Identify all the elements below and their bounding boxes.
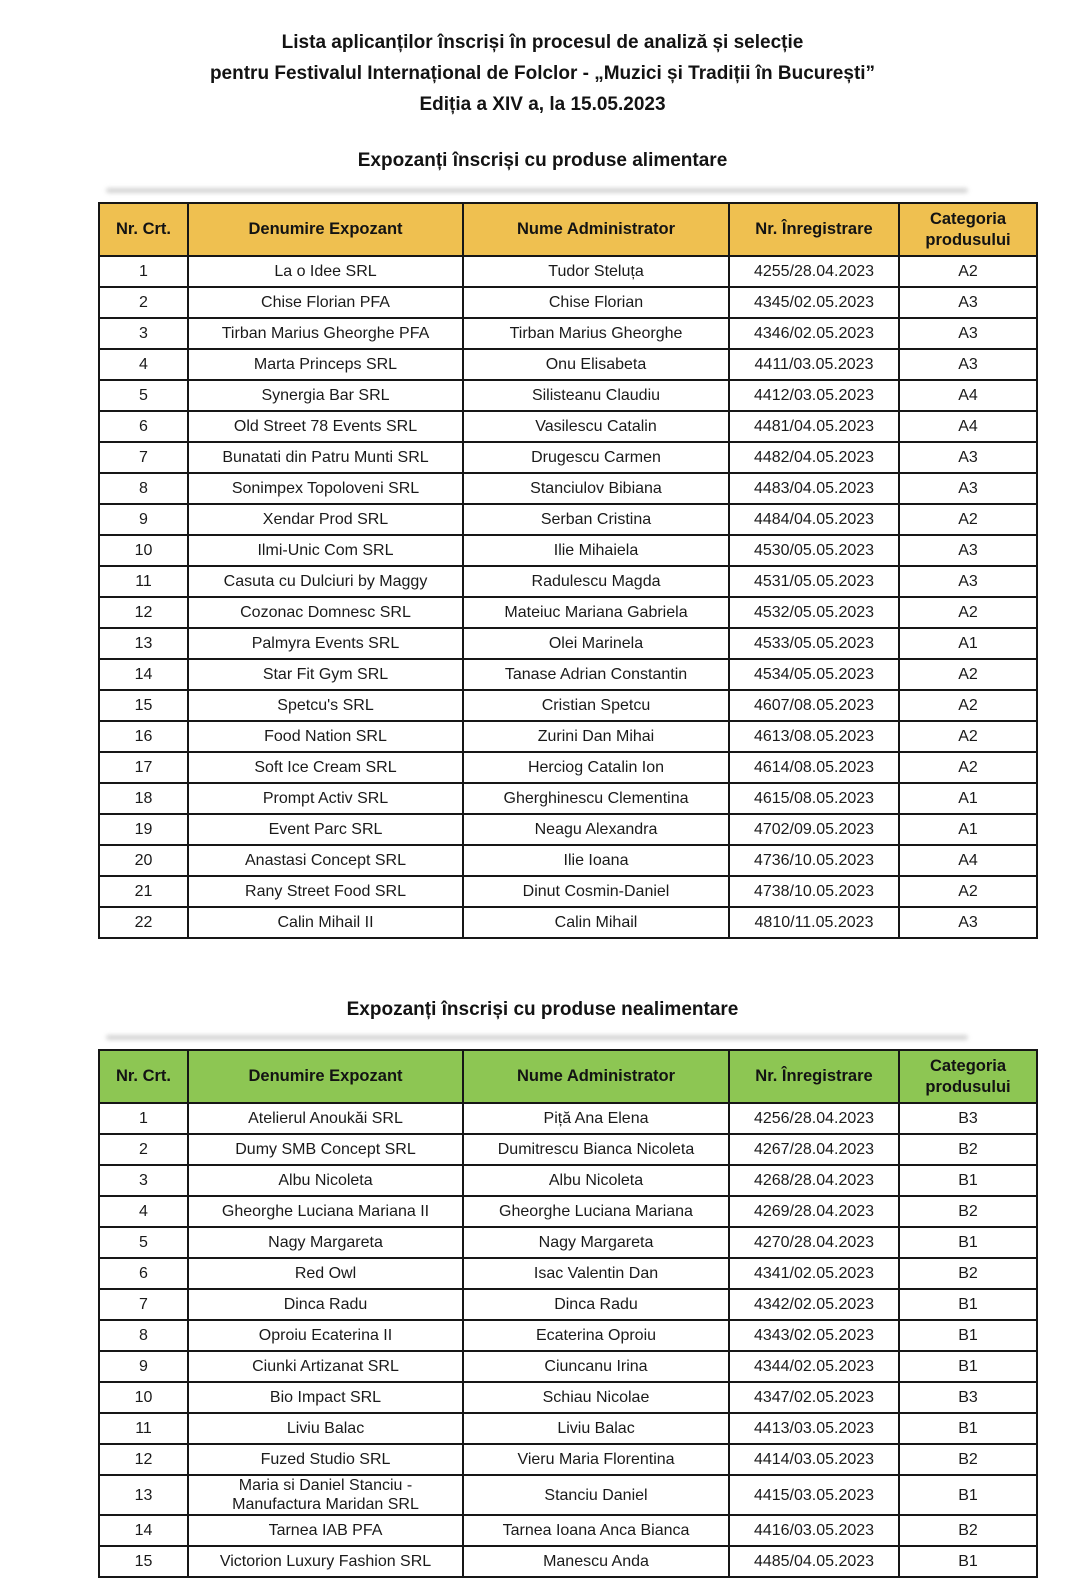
registration-number: 4810/11.05.2023 — [729, 907, 899, 938]
row-number: 3 — [99, 318, 188, 349]
exhibitor-name: Oproiu Ecaterina II — [188, 1320, 463, 1351]
exhibitor-name: Palmyra Events SRL — [188, 628, 463, 659]
non-food-products-section-title: Expozanți înscriși cu produse nealimentare — [346, 999, 739, 1020]
administrator-name: Olei Marinela — [463, 628, 729, 659]
product-category: A2 — [899, 690, 1037, 721]
document-title-line-1: Lista aplicanților înscriși în procesul de analiză și selecție — [281, 32, 804, 53]
administrator-name: Stanciu Daniel — [463, 1475, 729, 1515]
registration-number: 4481/04.05.2023 — [729, 411, 899, 442]
exhibitor-name: Calin Mihail II — [188, 907, 463, 938]
row-number: 21 — [99, 876, 188, 907]
row-number: 3 — [99, 1165, 188, 1196]
product-category: A3 — [899, 535, 1037, 566]
exhibitor-name: Soft Ice Cream SRL — [188, 752, 463, 783]
row-number: 5 — [99, 1227, 188, 1258]
exhibitor-name: Ilmi-Unic Com SRL — [188, 535, 463, 566]
administrator-name: Dinca Radu — [463, 1289, 729, 1320]
non-food-products-table — [98, 1049, 1038, 1578]
registration-number: 4411/03.05.2023 — [729, 349, 899, 380]
document-title-line-3: Ediția a XIV a, la 15.05.2023 — [419, 94, 666, 115]
administrator-name: Neagu Alexandra — [463, 814, 729, 845]
column-header-row-number: Nr. Crt. — [99, 1050, 188, 1103]
administrator-name: Drugescu Carmen — [463, 442, 729, 473]
registration-number: 4270/28.04.2023 — [729, 1227, 899, 1258]
table-row — [99, 287, 1037, 318]
registration-number: 4341/02.05.2023 — [729, 1258, 899, 1289]
product-category: B1 — [899, 1227, 1037, 1258]
registration-number: 4415/03.05.2023 — [729, 1475, 899, 1515]
administrator-name: Gheorghe Luciana Mariana — [463, 1196, 729, 1227]
table-row — [99, 1289, 1037, 1320]
exhibitor-name: La o Idee SRL — [188, 256, 463, 287]
table-header-row — [99, 203, 1037, 256]
registration-number: 4532/05.05.2023 — [729, 597, 899, 628]
row-number: 1 — [99, 256, 188, 287]
product-category: B1 — [899, 1413, 1037, 1444]
row-number: 14 — [99, 1515, 188, 1546]
administrator-name: Vieru Maria Florentina — [463, 1444, 729, 1475]
administrator-name: Calin Mihail — [463, 907, 729, 938]
administrator-name: Ilie Ioana — [463, 845, 729, 876]
row-number: 9 — [99, 504, 188, 535]
table-row — [99, 1382, 1037, 1413]
row-number: 4 — [99, 349, 188, 380]
product-category: A2 — [899, 504, 1037, 535]
table-row — [99, 659, 1037, 690]
exhibitor-name: Bunatati din Patru Munti SRL — [188, 442, 463, 473]
exhibitor-name: Sonimpex Topoloveni SRL — [188, 473, 463, 504]
registration-number: 4485/04.05.2023 — [729, 1546, 899, 1577]
table-row — [99, 256, 1037, 287]
column-header-registration-number: Nr. Înregistrare — [729, 203, 899, 256]
product-category: A3 — [899, 287, 1037, 318]
administrator-name: Chise Florian — [463, 287, 729, 318]
exhibitor-name: Victorion Luxury Fashion SRL — [188, 1546, 463, 1577]
table-row — [99, 1546, 1037, 1577]
row-number: 9 — [99, 1351, 188, 1382]
registration-number: 4268/28.04.2023 — [729, 1165, 899, 1196]
exhibitor-name: Xendar Prod SRL — [188, 504, 463, 535]
registration-number: 4613/08.05.2023 — [729, 721, 899, 752]
row-number: 4 — [99, 1196, 188, 1227]
registration-number: 4269/28.04.2023 — [729, 1196, 899, 1227]
table-row — [99, 814, 1037, 845]
product-category: A2 — [899, 876, 1037, 907]
product-category: A3 — [899, 318, 1037, 349]
product-category: B3 — [899, 1103, 1037, 1134]
row-number: 20 — [99, 845, 188, 876]
registration-number: 4482/04.05.2023 — [729, 442, 899, 473]
exhibitor-name: Gheorghe Luciana Mariana II — [188, 1196, 463, 1227]
column-header-exhibitor-name: Denumire Expozant — [188, 1050, 463, 1103]
table-row — [99, 1196, 1037, 1227]
row-number: 12 — [99, 1444, 188, 1475]
administrator-name: Gherghinescu Clementina — [463, 783, 729, 814]
exhibitor-name: Dinca Radu — [188, 1289, 463, 1320]
product-category: B3 — [899, 1382, 1037, 1413]
table-row — [99, 1320, 1037, 1351]
administrator-name: Ecaterina Oproiu — [463, 1320, 729, 1351]
exhibitor-name: Anastasi Concept SRL — [188, 845, 463, 876]
registration-number: 4347/02.05.2023 — [729, 1382, 899, 1413]
product-category: B2 — [899, 1134, 1037, 1165]
table-row — [99, 442, 1037, 473]
administrator-name: Stanciulov Bibiana — [463, 473, 729, 504]
row-number: 11 — [99, 566, 188, 597]
exhibitor-name: Dumy SMB Concept SRL — [188, 1134, 463, 1165]
food-products-section-title: Expozanți înscriși cu produse alimentare — [357, 150, 728, 171]
row-number: 10 — [99, 535, 188, 566]
product-category: B1 — [899, 1475, 1037, 1515]
registration-number: 4614/08.05.2023 — [729, 752, 899, 783]
administrator-name: Piță Ana Elena — [463, 1103, 729, 1134]
product-category: A4 — [899, 380, 1037, 411]
product-category: B1 — [899, 1165, 1037, 1196]
row-number: 8 — [99, 1320, 188, 1351]
row-number: 6 — [99, 411, 188, 442]
registration-number: 4344/02.05.2023 — [729, 1351, 899, 1382]
row-number: 13 — [99, 1475, 188, 1515]
exhibitor-name: Liviu Balac — [188, 1413, 463, 1444]
registration-number: 4343/02.05.2023 — [729, 1320, 899, 1351]
exhibitor-name: Cozonac Domnesc SRL — [188, 597, 463, 628]
table-row — [99, 380, 1037, 411]
registration-number: 4483/04.05.2023 — [729, 473, 899, 504]
administrator-name: Liviu Balac — [463, 1413, 729, 1444]
table-header-row — [99, 1050, 1037, 1103]
administrator-name: Albu Nicoleta — [463, 1165, 729, 1196]
table-row — [99, 1227, 1037, 1258]
registration-number: 4413/03.05.2023 — [729, 1413, 899, 1444]
table-row — [99, 535, 1037, 566]
product-category: A2 — [899, 659, 1037, 690]
row-number: 2 — [99, 1134, 188, 1165]
exhibitor-name: Prompt Activ SRL — [188, 783, 463, 814]
table-row — [99, 1475, 1037, 1515]
registration-number: 4342/02.05.2023 — [729, 1289, 899, 1320]
exhibitor-name: Nagy Margareta — [188, 1227, 463, 1258]
column-header-administrator-name: Nume Administrator — [463, 203, 729, 256]
exhibitor-name: Atelierul Anoukăi SRL — [188, 1103, 463, 1134]
administrator-name: Tudor Steluța — [463, 256, 729, 287]
row-number: 15 — [99, 1546, 188, 1577]
registration-number: 4416/03.05.2023 — [729, 1515, 899, 1546]
administrator-name: Radulescu Magda — [463, 566, 729, 597]
table-row — [99, 318, 1037, 349]
row-number: 2 — [99, 287, 188, 318]
registration-number: 4267/28.04.2023 — [729, 1134, 899, 1165]
exhibitor-name: Fuzed Studio SRL — [188, 1444, 463, 1475]
product-category: B2 — [899, 1258, 1037, 1289]
exhibitor-name: Old Street 78 Events SRL — [188, 411, 463, 442]
exhibitor-name: Synergia Bar SRL — [188, 380, 463, 411]
table-row — [99, 597, 1037, 628]
table-row — [99, 1444, 1037, 1475]
administrator-name: Herciog Catalin Ion — [463, 752, 729, 783]
row-number: 13 — [99, 628, 188, 659]
scan-shadow-artifact — [106, 1035, 968, 1040]
administrator-name: Cristian Spetcu — [463, 690, 729, 721]
row-number: 1 — [99, 1103, 188, 1134]
row-number: 14 — [99, 659, 188, 690]
row-number: 12 — [99, 597, 188, 628]
table-row — [99, 566, 1037, 597]
registration-number: 4607/08.05.2023 — [729, 690, 899, 721]
column-header-row-number: Nr. Crt. — [99, 203, 188, 256]
table-row — [99, 1165, 1037, 1196]
administrator-name: Vasilescu Catalin — [463, 411, 729, 442]
table-row — [99, 845, 1037, 876]
table-row — [99, 628, 1037, 659]
scan-shadow-artifact — [106, 188, 968, 193]
table-row — [99, 690, 1037, 721]
registration-number: 4702/09.05.2023 — [729, 814, 899, 845]
exhibitor-name: Spetcu's SRL — [188, 690, 463, 721]
exhibitor-name: Tarnea IAB PFA — [188, 1515, 463, 1546]
administrator-name: Serban Cristina — [463, 504, 729, 535]
administrator-name: Ilie Mihaiela — [463, 535, 729, 566]
registration-number: 4534/05.05.2023 — [729, 659, 899, 690]
product-category: A4 — [899, 411, 1037, 442]
administrator-name: Tanase Adrian Constantin — [463, 659, 729, 690]
product-category: A1 — [899, 628, 1037, 659]
administrator-name: Onu Elisabeta — [463, 349, 729, 380]
registration-number: 4255/28.04.2023 — [729, 256, 899, 287]
table-row — [99, 1258, 1037, 1289]
registration-number: 4533/05.05.2023 — [729, 628, 899, 659]
table-row — [99, 783, 1037, 814]
table-row — [99, 876, 1037, 907]
product-category: A3 — [899, 907, 1037, 938]
product-category: A2 — [899, 752, 1037, 783]
column-header-product-category: Categoria produsului — [899, 203, 1037, 256]
exhibitor-name: Maria si Daniel Stanciu - Manufactura Maridan SRL — [188, 1475, 463, 1515]
registration-number: 4346/02.05.2023 — [729, 318, 899, 349]
row-number: 10 — [99, 1382, 188, 1413]
product-category: A3 — [899, 442, 1037, 473]
row-number: 17 — [99, 752, 188, 783]
registration-number: 4345/02.05.2023 — [729, 287, 899, 318]
exhibitor-name: Casuta cu Dulciuri by Maggy — [188, 566, 463, 597]
product-category: B2 — [899, 1444, 1037, 1475]
registration-number: 4736/10.05.2023 — [729, 845, 899, 876]
exhibitor-name: Tirban Marius Gheorghe PFA — [188, 318, 463, 349]
registration-number: 4412/03.05.2023 — [729, 380, 899, 411]
table-row — [99, 721, 1037, 752]
row-number: 8 — [99, 473, 188, 504]
column-header-registration-number: Nr. Înregistrare — [729, 1050, 899, 1103]
registration-number: 4615/08.05.2023 — [729, 783, 899, 814]
row-number: 6 — [99, 1258, 188, 1289]
table-row — [99, 504, 1037, 535]
exhibitor-name: Marta Princeps SRL — [188, 349, 463, 380]
exhibitor-name: Event Parc SRL — [188, 814, 463, 845]
document-title — [0, 0, 1085, 120]
product-category: A3 — [899, 349, 1037, 380]
product-category: A1 — [899, 783, 1037, 814]
administrator-name: Dinut Cosmin-Daniel — [463, 876, 729, 907]
table-row — [99, 1351, 1037, 1382]
administrator-name: Tirban Marius Gheorghe — [463, 318, 729, 349]
registration-number: 4738/10.05.2023 — [729, 876, 899, 907]
exhibitor-name: Rany Street Food SRL — [188, 876, 463, 907]
product-category: B1 — [899, 1289, 1037, 1320]
administrator-name: Tarnea Ioana Anca Bianca — [463, 1515, 729, 1546]
product-category: B1 — [899, 1546, 1037, 1577]
registration-number: 4256/28.04.2023 — [729, 1103, 899, 1134]
table-row — [99, 907, 1037, 938]
row-number: 18 — [99, 783, 188, 814]
administrator-name: Nagy Margareta — [463, 1227, 729, 1258]
table-row — [99, 411, 1037, 442]
column-header-administrator-name: Nume Administrator — [463, 1050, 729, 1103]
registration-number: 4530/05.05.2023 — [729, 535, 899, 566]
administrator-name: Silisteanu Claudiu — [463, 380, 729, 411]
product-category: A2 — [899, 597, 1037, 628]
administrator-name: Manescu Anda — [463, 1546, 729, 1577]
row-number: 7 — [99, 442, 188, 473]
administrator-name: Dumitrescu Bianca Nicoleta — [463, 1134, 729, 1165]
exhibitor-name: Albu Nicoleta — [188, 1165, 463, 1196]
table-row — [99, 752, 1037, 783]
product-category: A1 — [899, 814, 1037, 845]
exhibitor-name: Red Owl — [188, 1258, 463, 1289]
table-row — [99, 1134, 1037, 1165]
product-category: A4 — [899, 845, 1037, 876]
administrator-name: Ciuncanu Irina — [463, 1351, 729, 1382]
product-category: B1 — [899, 1320, 1037, 1351]
exhibitor-name: Bio Impact SRL — [188, 1382, 463, 1413]
row-number: 22 — [99, 907, 188, 938]
document-title-line-2: pentru Festivalul Internațional de Folclor - „Muzici și Tradiții în București” — [209, 63, 876, 84]
table-row — [99, 1413, 1037, 1444]
table-row — [99, 473, 1037, 504]
exhibitor-name: Food Nation SRL — [188, 721, 463, 752]
product-category: A2 — [899, 721, 1037, 752]
exhibitor-name: Chise Florian PFA — [188, 287, 463, 318]
row-number: 5 — [99, 380, 188, 411]
administrator-name: Schiau Nicolae — [463, 1382, 729, 1413]
food-products-table — [98, 202, 1038, 939]
registration-number: 4531/05.05.2023 — [729, 566, 899, 597]
row-number: 15 — [99, 690, 188, 721]
row-number: 16 — [99, 721, 188, 752]
administrator-name: Zurini Dan Mihai — [463, 721, 729, 752]
administrator-name: Isac Valentin Dan — [463, 1258, 729, 1289]
product-category: B1 — [899, 1351, 1037, 1382]
product-category: A3 — [899, 473, 1037, 504]
exhibitor-name: Star Fit Gym SRL — [188, 659, 463, 690]
table-row — [99, 1515, 1037, 1546]
registration-number: 4414/03.05.2023 — [729, 1444, 899, 1475]
exhibitor-name: Ciunki Artizanat SRL — [188, 1351, 463, 1382]
column-header-product-category: Categoria produsului — [899, 1050, 1037, 1103]
registration-number: 4484/04.05.2023 — [729, 504, 899, 535]
row-number: 7 — [99, 1289, 188, 1320]
product-category: B2 — [899, 1196, 1037, 1227]
administrator-name: Mateiuc Mariana Gabriela — [463, 597, 729, 628]
product-category: B2 — [899, 1515, 1037, 1546]
product-category: A2 — [899, 256, 1037, 287]
column-header-exhibitor-name: Denumire Expozant — [188, 203, 463, 256]
row-number: 19 — [99, 814, 188, 845]
table-row — [99, 349, 1037, 380]
row-number: 11 — [99, 1413, 188, 1444]
product-category: A3 — [899, 566, 1037, 597]
table-row — [99, 1103, 1037, 1134]
